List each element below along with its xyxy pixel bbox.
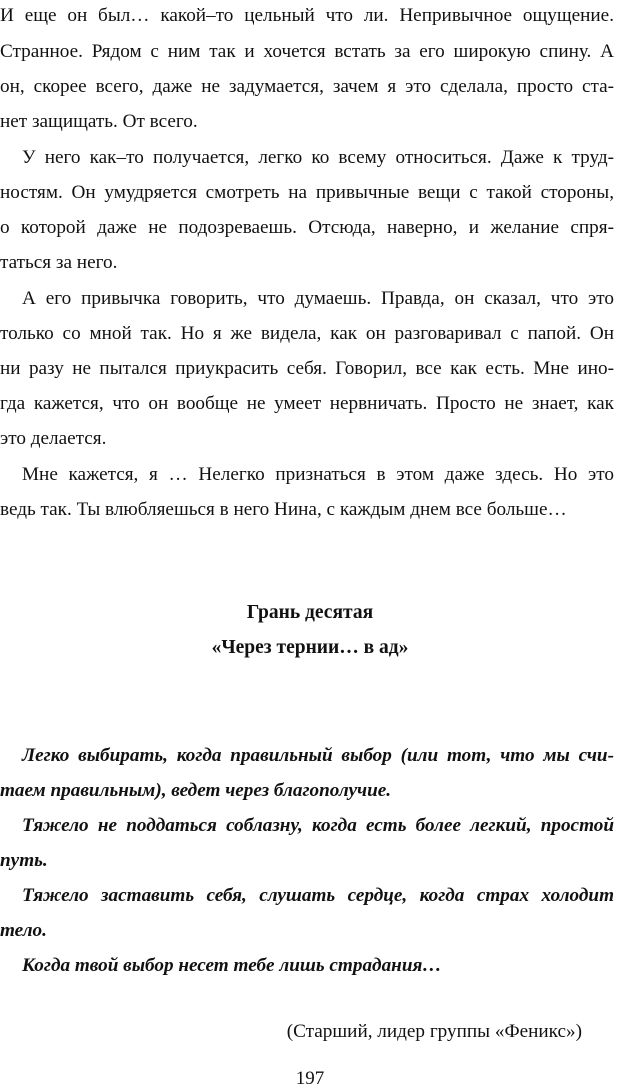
body-text-line: только со мной так. Но я же видела, как он разговаривал с папой. Он: [0, 323, 614, 344]
body-text-line: А его привычка говорить, что думаешь. Правда, он сказал, что это: [22, 288, 614, 309]
epigraph-line: Когда твой выбор несет тебе лишь страдания…: [22, 955, 442, 976]
epigraph-line: таем правильным), ведет через благополучие.: [0, 780, 392, 801]
body-text-line: И еще он был… какой–то цельный что ли. Непривычное ощущение.: [0, 5, 614, 26]
body-text-line: ведь так. Ты влюбляешься в него Нина, с каждым днем все больше…: [0, 499, 567, 520]
body-text-line: гда кажется, что он вообще не умеет нервничать. Просто не знает, как: [0, 393, 614, 414]
epigraph-line: Легко выбирать, когда правильный выбор (или тот, что мы счи-: [22, 745, 614, 766]
chapter-title: Грань десятая: [246, 602, 374, 623]
epigraph-line: путь.: [0, 850, 48, 871]
epigraph-line: Тяжело заставить себя, слушать сердце, когда страх холодит: [22, 885, 614, 906]
body-text-line: это делается.: [0, 428, 107, 449]
epigraph-line: Тяжело не поддаться соблазну, когда есть более легкий, простой: [22, 815, 614, 836]
body-text-line: Мне кажется, я … Нелегко признаться в этом даже здесь. Но это: [22, 464, 614, 485]
body-text-line: ни разу не пытался приукрасить себя. Говорил, все как есть. Мне ино-: [0, 358, 614, 379]
body-text-line: нет защищать. От всего.: [0, 111, 198, 132]
body-text-line: Странное. Рядом с ним так и хочется встать за его широкую спину. А: [0, 41, 614, 62]
body-text-line: ностям. Он умудряется смотреть на привычные вещи с такой стороны,: [0, 182, 614, 203]
body-text-line: таться за него.: [0, 252, 118, 273]
epigraph-attribution: (Старший, лидер группы «Феникс»): [286, 1021, 582, 1042]
chapter-subtitle: «Через тернии… в ад»: [211, 637, 409, 658]
epigraph-line: тело.: [0, 920, 47, 941]
body-text-line: о которой даже не подозреваешь. Отсюда, наверно, и желание спря-: [0, 217, 614, 238]
page-number: 197: [295, 1068, 325, 1089]
body-text-line: У него как–то получается, легко ко всему относиться. Даже к труд-: [22, 147, 614, 168]
body-text-line: он, скорее всего, даже не задумается, зачем я это сделала, просто ста-: [0, 76, 614, 97]
